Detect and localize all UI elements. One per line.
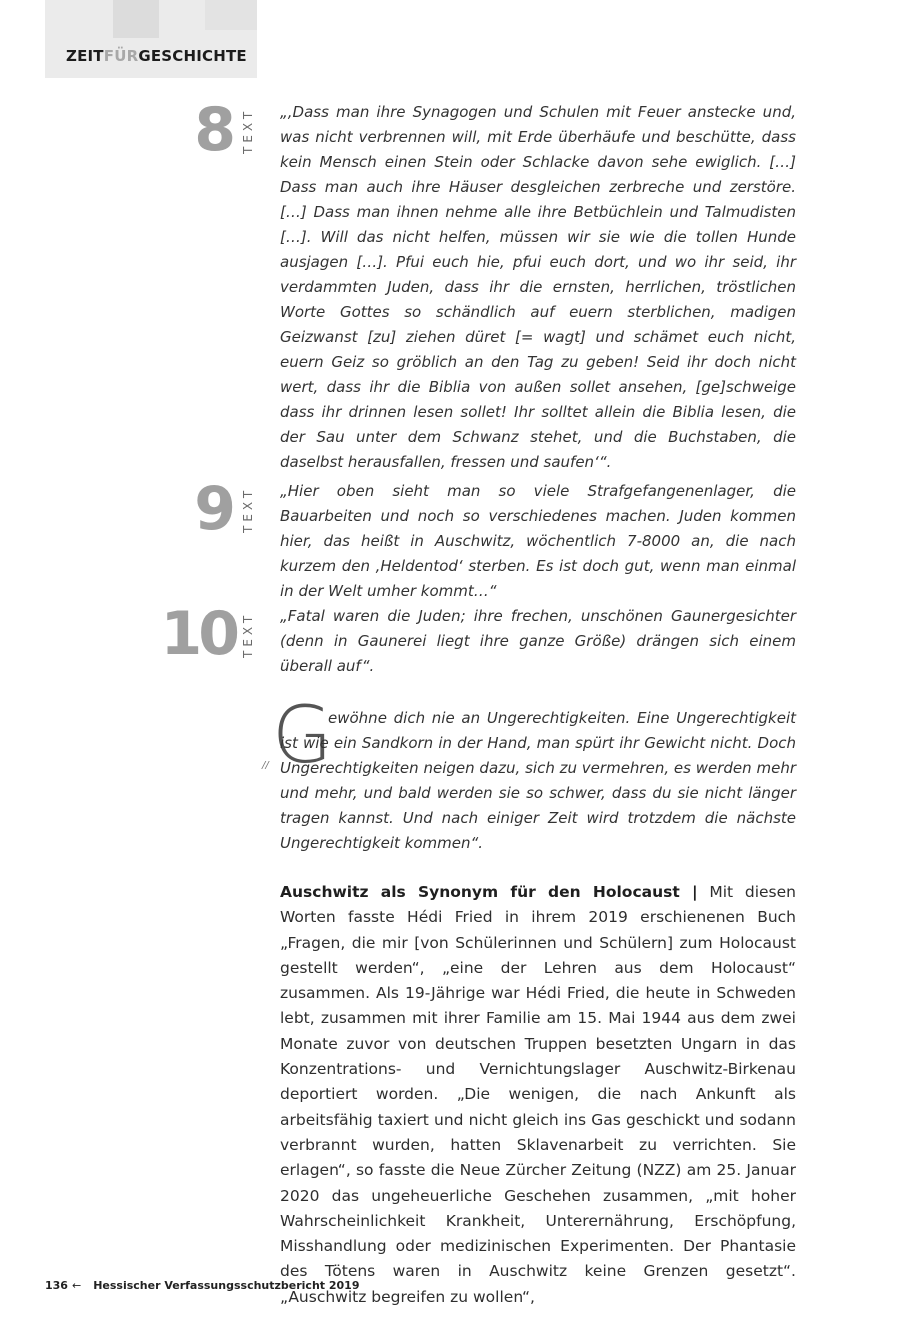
header-background [45,0,257,78]
text-label-8: TEXT [241,107,255,154]
text-number-8: 8 [194,95,236,165]
page-number: 136 [45,1279,68,1292]
quote-text-9: „Hier oben sieht man so viele Strafgefangenenlager, die Bauarbeiten und noch so verschiedenes machen. Juden kommen hier, das heißt in Auschwitz, wöchentlich 7-8000 an, die nach kurzem den ‚Heldentod‘ sterben. Es ist doch gut, wenn man einmal in der Welt umher kommt…“ [280,482,796,600]
quote-text-10: „Fatal waren die Juden; ihre frechen, unschönen Gaunergesichter (denn in Gaunerei liegt ihre ganze Größe) drängen sich einem überall auf“. [280,607,796,675]
publication-title: Hessischer Verfassungsschutzbericht 2019 [93,1279,360,1292]
body-text: Mit diesen Worten fasste Hédi Fried in ihrem 2019 erschienenen Buch „Fragen, die mir [von Schülerinnen und Schülern] zum Holocaust gestellt werden“, „eine der Lehren aus dem Holocaust“ zusammen. Als 19-Jährige war Hédi Fried, die heute in Schweden lebt, zusammen mit ihrer Familie am 15. Mai 1944 aus dem zwei Monate zuvor von deutschen Truppen besetzten Ungarn in das Konzentrations- und Vernichtungslager Auschwitz-Birkenau deportiert worden. „Die wenigen, die nach Ankunft als arbeitsfähig taxiert und nicht gleich ins Gas geschickt und sodann verbrannt wurden, hatten Sklavenarbeit zu verrichten. Sie erlagen“, so fasste die Neue Zürcher Zeitung (NZZ) am 25. Januar 2020 das ungeheuerliche Geschehen zusammen, „mit hoher Wahrscheinlichkeit Krankheit, Unterernährung, Erschöpfung, Misshandlung oder medizinischen Experimenten. Der Phantasie des Tötens waren in Auschwitz keine Grenzen gesetzt“. „Auschwitz begreifen zu wollen“, [280,883,796,1306]
series-title: ZEITFÜRGESCHICHTE [66,47,247,65]
fried-quote-text: ewöhne dich nie an Ungerechtigkeiten. Eine Ungerechtigkeit ist wie ein Sandkorn in der Hand, man spürt ihr Gewicht nicht. Doch Ungerechtigkeiten neigen dazu, sich zu vermehren, es werden mehr und mehr, und bald werden sie so schwer, dass du sie nicht länger tragen kannst. Und nach einiger Zeit wird trotzdem die nächste Ungerechtigkeit kommen“. [280,709,796,852]
text-number-10: 10 [160,599,236,669]
text-number-9: 9 [194,474,236,544]
back-arrow-icon: ← [71,1279,82,1292]
section-heading: Auschwitz als Synonym für den Holocaust | [280,883,698,901]
page-footer [45,1279,360,1292]
text-label-9: TEXT [241,486,255,533]
quote-text-8: „‚Dass man ihre Synagogen und Schulen mit Feuer anstecke und, was nicht verbrennen will, mit Erde überhäufe und beschütte, dass kein Mensch einen Stein oder Schlacke davon sehe ewiglich. […] Dass man auch ihre Häuser desgleichen zerbreche und zerstöre. […] Dass man ihnen nehme alle ihre Betbüchlein und Talmudisten […]. Will das nicht helfen, müssen wir sie wie die tollen Hunde ausjagen […]. Pfui euch hie, pfui euch dort, und wo ihr seid, ihr verdammten Juden, dass ihr die ernsten, herrlichen, tröstlichen Worte Gottes so schändlich auf euern sterblichen, madigen Geizwanst [zu] ziehen düret [= wagt] und schämet euch nicht, euern Geiz so gröblich an den Tag zu geben! Seid ihr doch nicht wert, dass ihr die Biblia von außen sollet ansehen, [ge]schweige dass ihr drinnen lesen sollet! Ihr solltet allein die Biblia lesen, die der Sau unter dem Schwanz stehet, und die Buchstaben, die daselbst herausfallen, fressen und saufen‘“. [280,103,796,471]
quote-mark: // [262,760,269,771]
text-label-10: TEXT [241,611,255,658]
body-paragraph [280,880,796,1310]
drop-cap: G [272,691,333,781]
